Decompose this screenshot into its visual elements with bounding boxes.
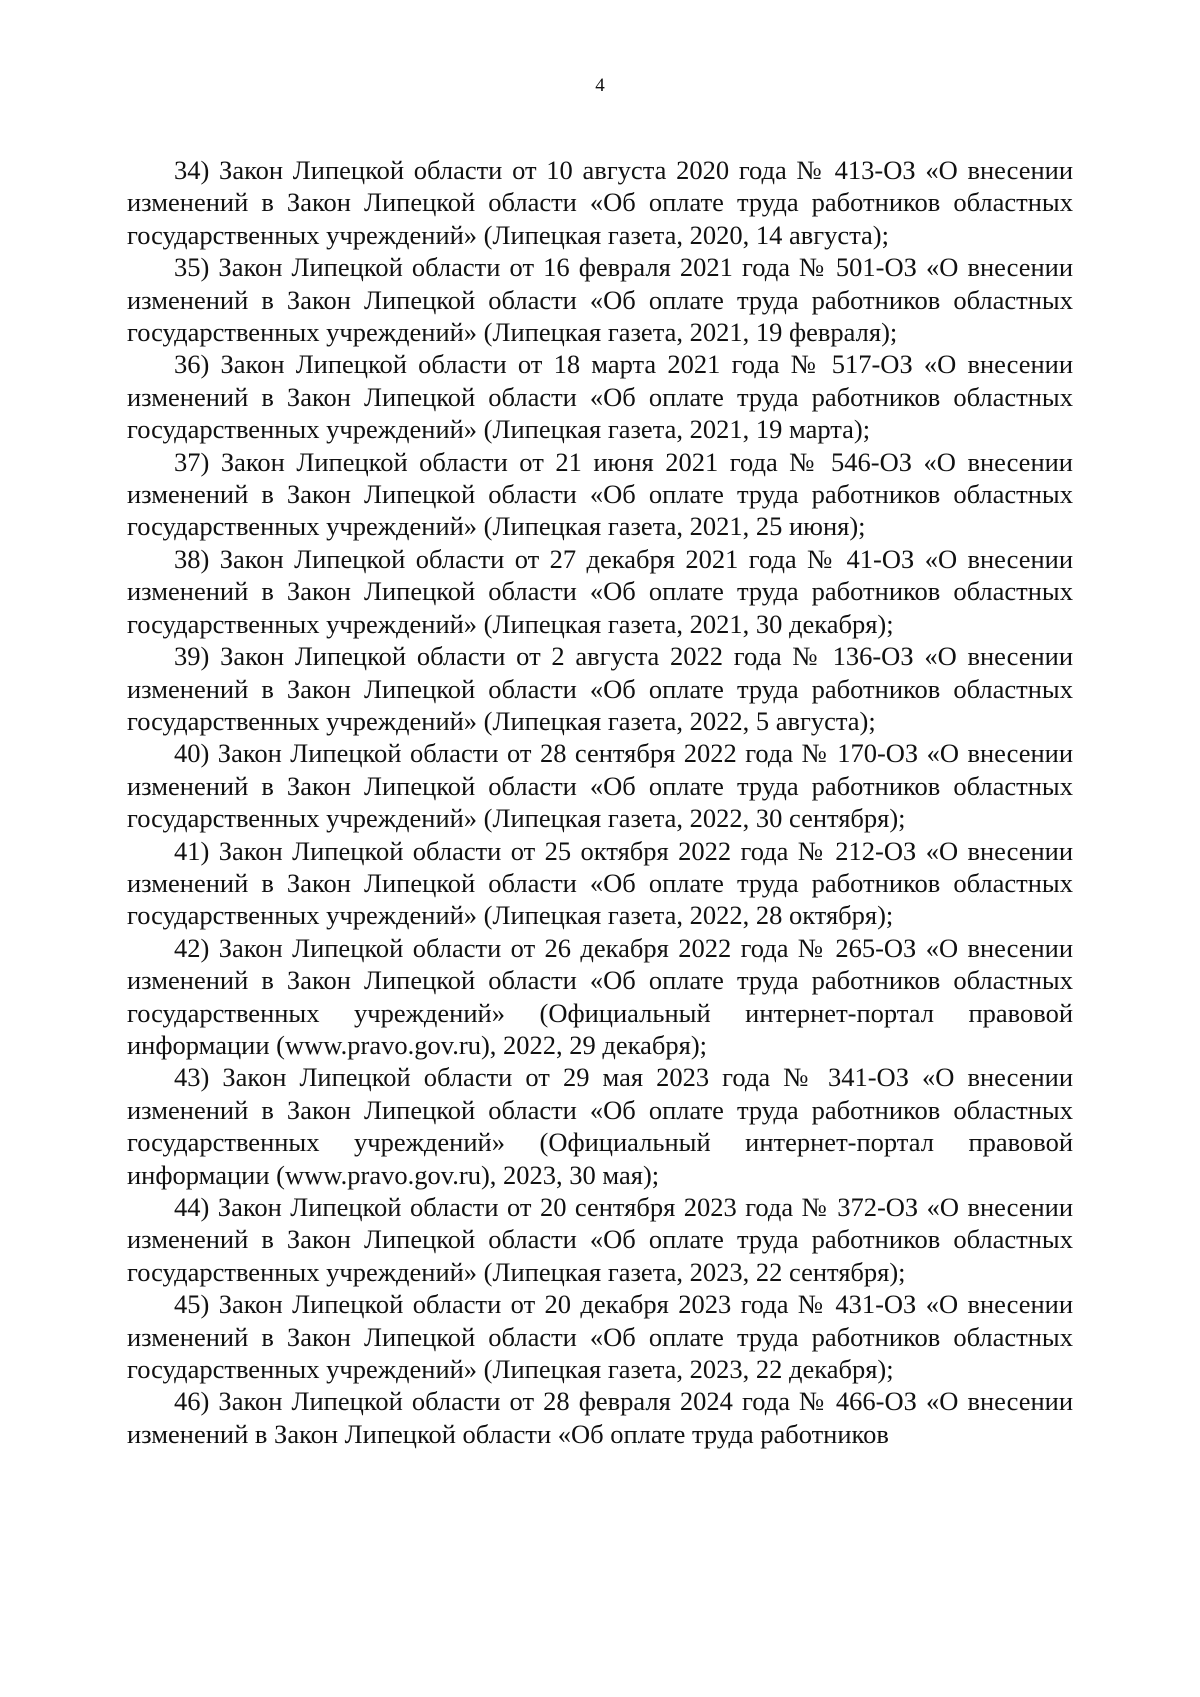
page-number: 4 xyxy=(595,75,605,96)
list-item: 41) Закон Липецкой области от 25 октября 2022 года № 212-ОЗ «О внесении изменений в Закон Липецкой области «Об оплате труда работников областных государственных учреждений» (Липецкая газета, 2022, 28 октября); xyxy=(127,835,1073,931)
list-item: 44) Закон Липецкой области от 20 сентября 2023 года № 372-ОЗ «О внесении изменений в Закон Липецкой области «Об оплате труда работников областных государственных учреждений» (Липецкая газета, 2023, 22 сентября); xyxy=(127,1192,1073,1287)
list-item: 43) Закон Липецкой области от 29 мая 2023 года № 341-ОЗ «О внесении изменений в Закон Липецкой области «Об оплате труда работников областных государственных учреждений» (Официальный интернет-портал правовой информации (www.pravo.gov.ru), 2023, 30 мая); xyxy=(127,1062,1073,1190)
list-item: 34) Закон Липецкой области от 10 августа 2020 года № 413-ОЗ «О внесении изменений в Закон Липецкой области «Об оплате труда работников областных государственных учреждений» (Липецкая газета, 2020, 14 августа); xyxy=(127,155,1073,250)
list-item: 39) Закон Липецкой области от 2 августа 2022 года № 136-ОЗ «О внесении изменений в Закон Липецкой области «Об оплате труда работников областных государственных учреждений» (Липецкая газета, 2022, 5 августа); xyxy=(127,641,1073,736)
list-item: 38) Закон Липецкой области от 27 декабря 2021 года № 41-ОЗ «О внесении изменений в Закон Липецкой области «Об оплате труда работников областных государственных учреждений» (Липецкая газета, 2021, 30 декабря); xyxy=(127,543,1073,639)
law-list xyxy=(127,154,1073,1450)
list-item: 45) Закон Липецкой области от 20 декабря 2023 года № 431-ОЗ «О внесении изменений в Закон Липецкой области «Об оплате труда работников областных государственных учреждений» (Липецкая газета, 2023, 22 декабря); xyxy=(127,1289,1073,1385)
list-item: 37) Закон Липецкой области от 21 июня 2021 года № 546-ОЗ «О внесении изменений в Закон Липецкой области «Об оплате труда работников областных государственных учреждений» (Липецкая газета, 2021, 25 июня); xyxy=(127,446,1073,542)
list-item: 40) Закон Липецкой области от 28 сентября 2022 года № 170-ОЗ «О внесении изменений в Закон Липецкой области «Об оплате труда работников областных государственных учреждений» (Липецкая газета, 2022, 30 сентября); xyxy=(127,738,1073,834)
list-item: 36) Закон Липецкой области от 18 марта 2021 года № 517-ОЗ «О внесении изменений в Закон Липецкой области «Об оплате труда работников областных государственных учреждений» (Липецкая газета, 2021, 19 марта); xyxy=(127,349,1073,445)
list-item: 35) Закон Липецкой области от 16 февраля 2021 года № 501-ОЗ «О внесении изменений в Закон Липецкой области «Об оплате труда работников областных государственных учреждений» (Липецкая газета, 2021, 19 февраля); xyxy=(127,252,1073,348)
list-item: 42) Закон Липецкой области от 26 декабря 2022 года № 265-ОЗ «О внесении изменений в Закон Липецкой области «Об оплате труда работников областных государственных учреждений» (Официальный интернет-портал правовой информации (www.pravo.gov.ru), 2022, 29 декабря); xyxy=(127,932,1073,1060)
list-item: 46) Закон Липецкой области от 28 февраля 2024 года № 466-ОЗ «О внесении изменений в Закон Липецкой области «Об оплате труда работников xyxy=(127,1386,1073,1449)
